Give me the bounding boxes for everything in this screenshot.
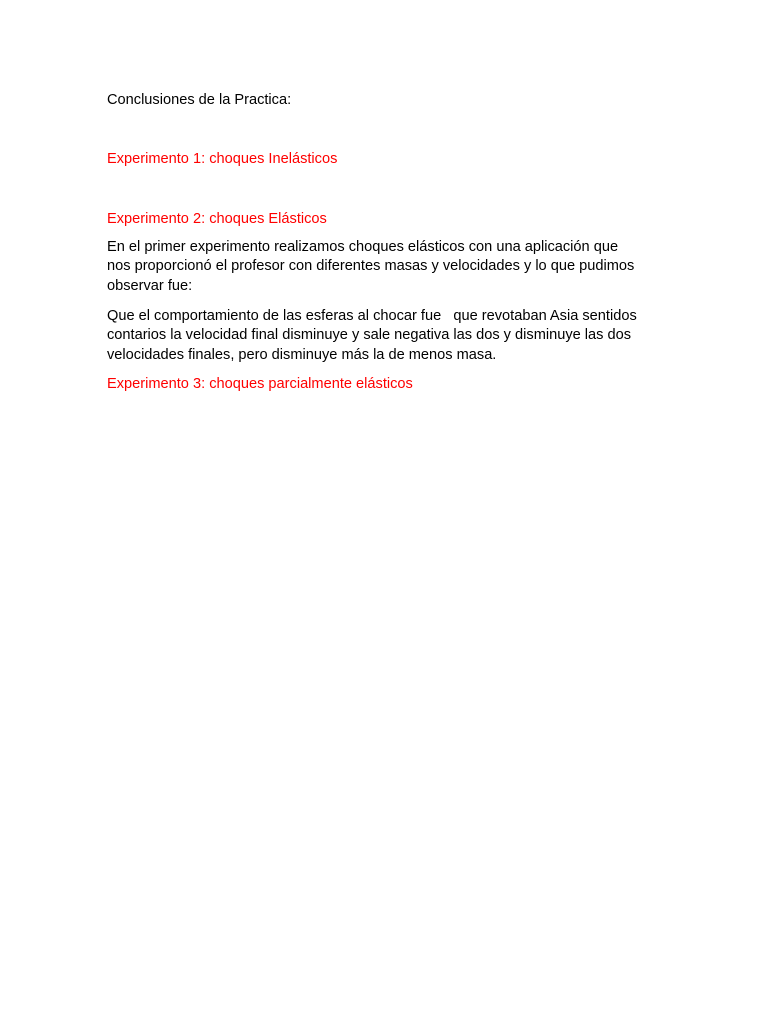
paragraph-line: nos proporcionó el profesor con diferentes masas y velocidades y lo que pudimos <box>107 258 635 275</box>
paragraph-line: velocidades finales, pero disminuye más la de menos masa. <box>107 346 497 363</box>
paragraph-experiment-description <box>107 238 667 296</box>
experiment-1-heading: Experimento 1: choques Inelásticos <box>107 151 338 167</box>
experiment-2-heading: Experimento 2: choques Elásticos <box>107 211 327 227</box>
paragraph-observation <box>107 307 667 365</box>
paragraph-line: observar fue: <box>107 277 193 294</box>
experiment-3-heading: Experimento 3: choques parcialmente elásticos <box>107 376 413 392</box>
paragraph-line: En el primer experimento realizamos choques elásticos con una aplicación que <box>107 239 619 255</box>
paragraph-line: contarios la velocidad final disminuye y sale negativa las dos y disminuye las dos <box>107 327 632 344</box>
document-title: Conclusiones de la Practica: <box>107 92 292 108</box>
paragraph-line: Que el comportamiento de las esferas al chocar fue que revotaban Asia sentidos <box>107 308 637 324</box>
